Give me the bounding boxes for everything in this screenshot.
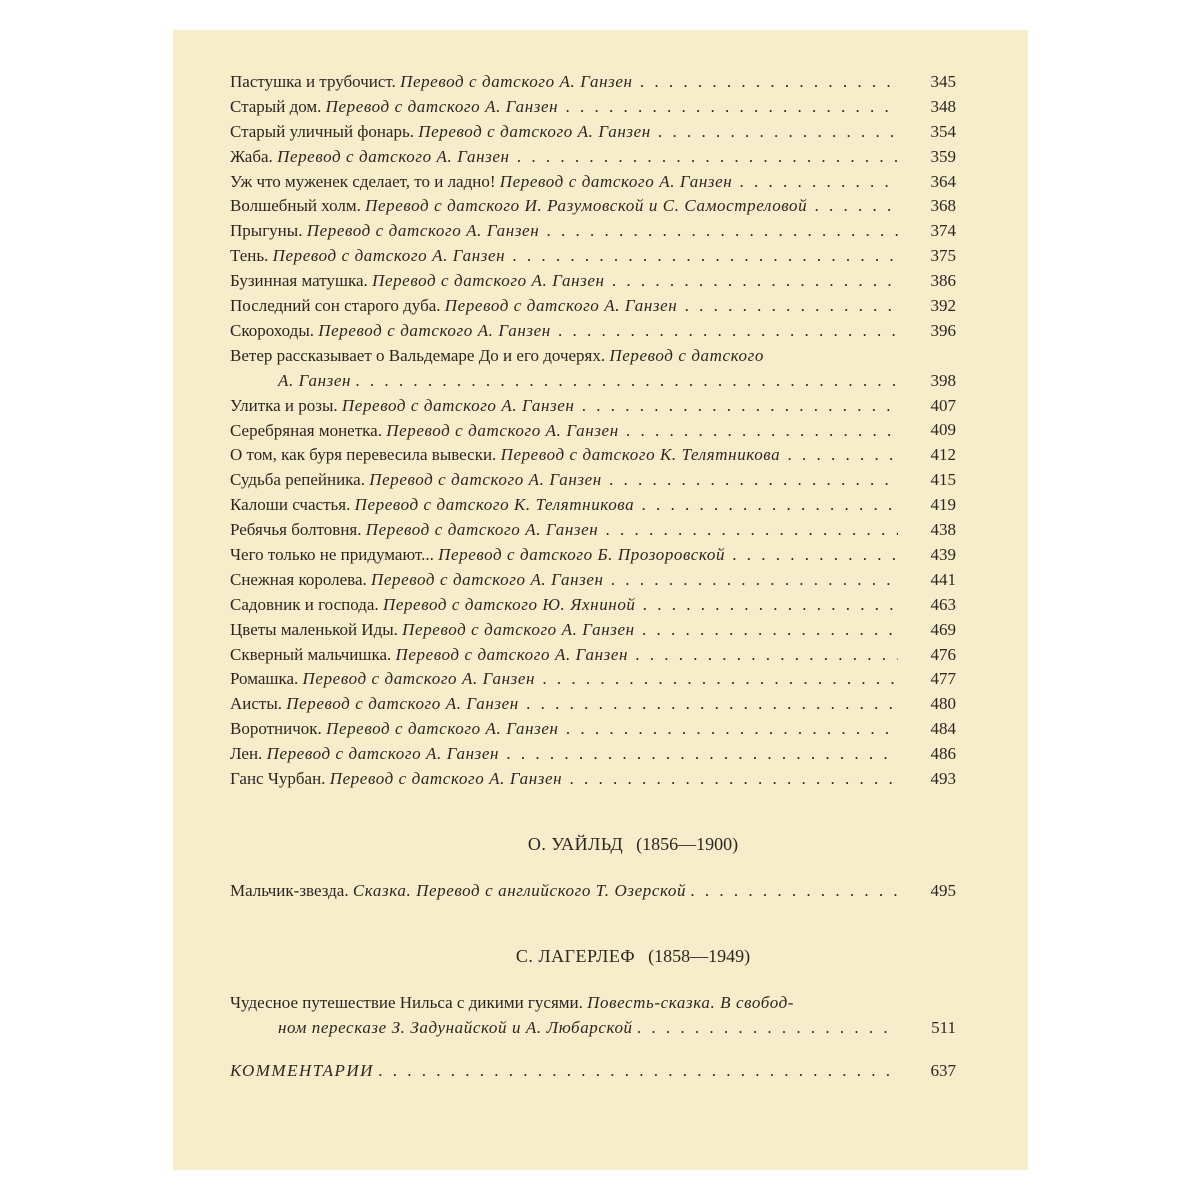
entry-page-number: 476: [898, 643, 956, 668]
entry-translation-note: Перевод с датского А. Ганзен: [444, 296, 678, 316]
entry-title: Улитка и розы.: [230, 395, 338, 415]
toc-entry: [230, 70, 956, 95]
entry-title: Мальчик-звезда.: [230, 880, 349, 900]
toc-entry: [230, 618, 956, 643]
entry-title: Снежная королева.: [230, 569, 367, 589]
entry-title: Чудесное путешествие Нильса с дикими гусями.: [230, 992, 583, 1012]
entry-translation-note: Перевод с датского А. Ганзен: [277, 146, 510, 166]
entry-page-number: 480: [898, 692, 956, 717]
toc-entry: [230, 742, 956, 767]
toc-entry: [230, 879, 956, 904]
toc-entry: [230, 692, 956, 717]
entry-translation-note: Перевод с датского А. Ганзен: [341, 395, 575, 415]
toc-entry: [230, 219, 956, 244]
entry-title: Чего только не придумают...: [230, 544, 434, 564]
toc-entry: [230, 468, 956, 493]
entry-title: Лен.: [230, 744, 263, 764]
entry-title: Аисты.: [230, 694, 283, 714]
entry-page-number: 359: [898, 145, 956, 170]
entry-page-number: 463: [898, 593, 956, 618]
toc-entry: [230, 95, 956, 120]
entry-page-number: 354: [898, 120, 956, 145]
entry-title: Скороходы.: [230, 320, 314, 340]
entry-page-number: 364: [898, 170, 956, 195]
entry-translation-note: Перевод с датского А. Ганзен: [325, 96, 559, 116]
toc-entry: [230, 145, 956, 170]
toc-entry-comments: [230, 1059, 956, 1084]
entry-title: Волшебный холм.: [230, 196, 361, 216]
toc-entry: [230, 717, 956, 742]
entry-title: Судьба репейника.: [230, 470, 365, 490]
entry-page-number: 486: [898, 742, 956, 767]
toc-entry: [230, 667, 956, 692]
section-heading-lagerlof: [230, 946, 956, 967]
entry-title: Жаба.: [230, 146, 273, 166]
entry-page-number: 392: [898, 294, 956, 319]
entry-title: Калоши счастья.: [230, 495, 351, 515]
entry-title: Последний сон старого дуба.: [230, 296, 441, 316]
entry-title: Тень.: [230, 246, 269, 266]
toc-entry: [230, 294, 956, 319]
toc-entry: [230, 319, 956, 344]
comments-label: КОММЕНТАРИИ: [230, 1060, 374, 1080]
entry-translation-note: Перевод с датского Б. Прозоровской: [438, 544, 726, 564]
entry-translation-note: Перевод с датского: [609, 345, 764, 365]
toc-entry: [230, 991, 956, 1041]
entry-page-number: 439: [898, 543, 956, 568]
entry-translation-note: Перевод с датского А. Ганзен: [418, 121, 651, 141]
entry-translation-note: Перевод с датского А. Ганзен: [372, 271, 605, 291]
entry-page-number: 511: [898, 1016, 956, 1041]
entry-title: Ганс Чурбан.: [230, 768, 326, 788]
entry-page-number: 441: [898, 568, 956, 593]
book-page: [173, 30, 1028, 1170]
author-name: С. ЛАГЕРЛЕФ: [515, 945, 636, 966]
entry-translation-note: Перевод с датского К. Телятникова: [354, 495, 635, 515]
entry-page-number: 407: [898, 394, 956, 419]
toc-entry: [230, 543, 956, 568]
entry-page-number: 386: [898, 269, 956, 294]
entry-title: Уж что муженек сделает, то и ладно!: [230, 171, 496, 191]
entry-translation-note-cont: А. Ганзен: [278, 370, 352, 390]
entry-title: О том, как буря перевесила вывески.: [230, 445, 497, 465]
entry-title: Ребячья болтовня.: [230, 520, 362, 540]
entry-title: Пастушка и трубочист.: [230, 72, 396, 91]
toc-group-andersen-1: [230, 70, 956, 344]
entry-title: Ромашка.: [230, 669, 299, 689]
entry-translation-note: Перевод с датского А. Ганзен: [400, 72, 633, 91]
toc-entry: [230, 194, 956, 219]
toc-entry: [230, 593, 956, 618]
entry-translation-note: Перевод с датского А. Ганзен: [329, 768, 563, 788]
entry-page-number: 477: [898, 667, 956, 692]
entry-translation-note: Перевод с датского А. Ганзен: [365, 520, 599, 540]
entry-title: Прыгуны.: [230, 221, 303, 241]
author-name: О. УАЙЛЬД: [527, 833, 624, 854]
toc-entry: [230, 394, 956, 419]
entry-translation-note: Перевод с датского А. Ганзен: [286, 694, 519, 714]
entry-page-number: 637: [898, 1059, 956, 1084]
entry-page-number: 398: [898, 369, 956, 394]
entry-page-number: 368: [898, 194, 956, 219]
entry-translation-note: Перевод с датского А. Ганзен: [499, 171, 733, 191]
entry-title: Воротничок.: [230, 719, 322, 739]
entry-page-number: 348: [898, 95, 956, 120]
entry-translation-note: Перевод с датского А. Ганзен: [326, 719, 559, 739]
entry-title: Скверный мальчишка.: [230, 644, 392, 664]
entry-page-number: 396: [898, 319, 956, 344]
entry-page-number: 415: [898, 468, 956, 493]
author-dates: (1856—1900): [636, 833, 739, 854]
entry-translation-note: Сказка. Перевод с английского Т. Озерской: [352, 880, 687, 900]
entry-page-number: 374: [898, 219, 956, 244]
entry-translation-note: Перевод с датского А. Ганзен: [369, 470, 602, 490]
entry-translation-note: Перевод с датского А. Ганзен: [318, 320, 551, 340]
entry-page-number: 469: [898, 618, 956, 643]
entry-page-number: 409: [898, 419, 956, 444]
toc-entry: [230, 493, 956, 518]
entry-title: Серебряная монетка.: [230, 420, 382, 440]
entry-translation-note: Перевод с датского И. Разумовской и С. Самостреловой: [365, 196, 808, 216]
toc-entry: [230, 767, 956, 792]
toc-group-andersen-2: [230, 394, 956, 792]
toc-entry: [230, 244, 956, 269]
table-of-contents: [230, 70, 956, 1083]
entry-page-number: 495: [898, 879, 956, 904]
entry-page-number: 345: [898, 70, 956, 95]
toc-entry: [230, 170, 956, 195]
entry-translation-note: Перевод с датского А. Ганзен: [306, 221, 540, 241]
entry-translation-note-cont: ном пересказе З. Задунайской и А. Любарской: [278, 1017, 633, 1037]
entry-title: Старый дом.: [230, 96, 322, 116]
entry-translation-note: Перевод с датского А. Ганзен: [302, 669, 536, 689]
entry-title: Садовник и господа.: [230, 594, 379, 614]
entry-page-number: 412: [898, 443, 956, 468]
toc-entry: [230, 419, 956, 444]
entry-translation-note: Перевод с датского А. Ганзен: [272, 246, 506, 266]
entry-translation-note: Перевод с датского А. Ганзен: [371, 569, 604, 589]
section-heading-wilde: [230, 834, 956, 855]
entry-translation-note: Повесть-сказка. В свобод-: [587, 992, 795, 1012]
entry-page-number: 375: [898, 244, 956, 269]
entry-title: Старый уличный фонарь.: [230, 121, 414, 141]
author-dates: (1858—1949): [648, 945, 751, 966]
entry-title: Цветы маленькой Иды.: [230, 619, 398, 639]
toc-entry: [230, 443, 956, 468]
entry-translation-note: Перевод с датского А. Ганзен: [402, 619, 635, 639]
entry-title: Ветер рассказывает о Вальдемаре До и его дочерях.: [230, 345, 606, 365]
entry-page-number: 484: [898, 717, 956, 742]
entry-page-number: 493: [898, 767, 956, 792]
entry-translation-note: Перевод с датского К. Телятникова: [500, 445, 781, 465]
toc-entry: [230, 518, 956, 543]
toc-entry: [230, 568, 956, 593]
toc-entry: [230, 344, 956, 394]
toc-entry: [230, 120, 956, 145]
entry-translation-note: Перевод с датского А. Ганзен: [266, 744, 500, 764]
entry-translation-note: Перевод с датского А. Ганзен: [386, 420, 619, 440]
entry-translation-note: Перевод с датского А. Ганзен: [395, 644, 629, 664]
toc-entry: [230, 643, 956, 668]
entry-translation-note: Перевод с датского Ю. Яхниной: [382, 594, 636, 614]
entry-page-number: 438: [898, 518, 956, 543]
entry-title: Бузинная матушка.: [230, 271, 368, 291]
toc-entry: [230, 269, 956, 294]
entry-page-number: 419: [898, 493, 956, 518]
